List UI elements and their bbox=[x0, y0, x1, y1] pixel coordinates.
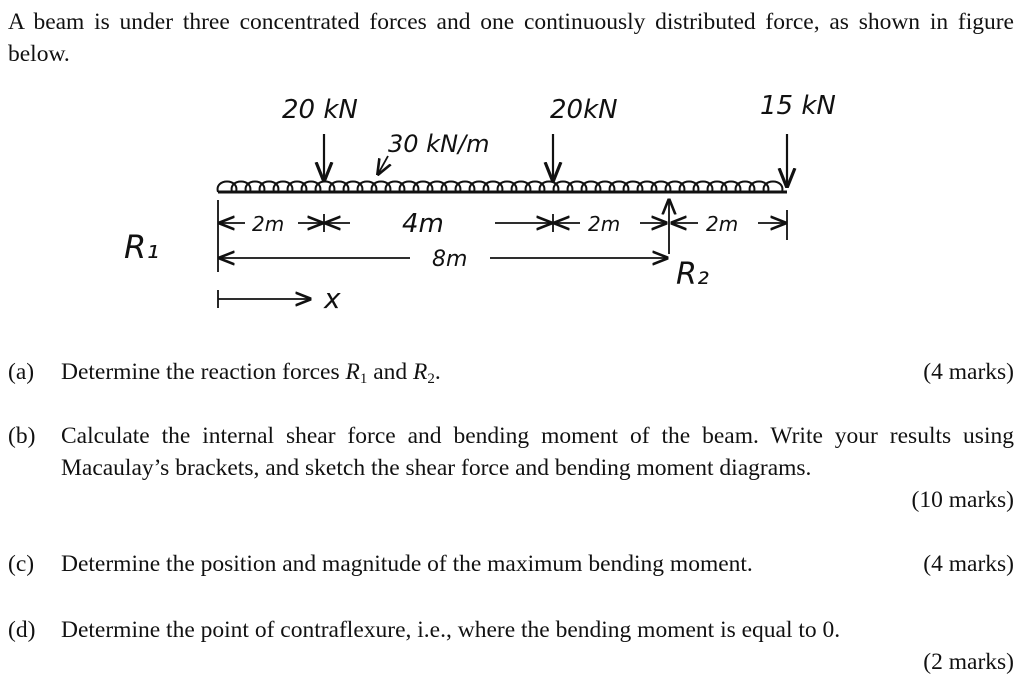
question-d-label: (d) bbox=[8, 617, 36, 643]
load1-label: 20 kN bbox=[282, 95, 358, 125]
question-a bbox=[8, 356, 1014, 395]
distributed-load-loops bbox=[218, 182, 783, 193]
dim2-label: 4m bbox=[402, 209, 444, 239]
dim4-label: 2m bbox=[706, 212, 739, 236]
beam-diagram bbox=[110, 82, 890, 322]
question-d bbox=[8, 614, 1014, 678]
udl-pointer bbox=[378, 156, 388, 174]
span-label: 8m bbox=[432, 247, 468, 272]
dim3-label: 2m bbox=[588, 212, 621, 236]
axis-label: x bbox=[324, 282, 341, 315]
load2-label: 20kN bbox=[550, 95, 618, 125]
question-c-marks: (4 marks) bbox=[923, 551, 1014, 577]
udl-label: 30 kN/m bbox=[388, 130, 490, 158]
question-b-label: (b) bbox=[8, 423, 36, 449]
load3-label: 15 kN bbox=[760, 91, 836, 121]
question-b-text: Calculate the internal shear force and bending moment of the beam. Write your results using Macaulay’s brackets, and sketch the shear force and bending moment diagrams. bbox=[61, 423, 1014, 481]
question-a-marks: (4 marks) bbox=[923, 359, 1014, 385]
beam-figure bbox=[110, 82, 890, 322]
question-b-marks: (10 marks) bbox=[911, 487, 1014, 513]
question-a-label: (a) bbox=[8, 359, 35, 385]
question-b bbox=[8, 420, 1014, 516]
problem-statement: A beam is under three concentrated forces and one continuously distributed force, as shown in figure below. bbox=[8, 9, 1014, 67]
r1-symbol: R bbox=[345, 359, 360, 385]
reaction2-label: R₂ bbox=[676, 257, 709, 292]
question-c-label: (c) bbox=[8, 551, 35, 577]
question-a-text: Determine the reaction forces $R_1$ and $R_2$. bbox=[61, 359, 441, 387]
r2-symbol: R bbox=[413, 359, 428, 385]
reaction1-label: R₁ bbox=[124, 228, 160, 266]
question-c-text: Determine the position and magnitude of the maximum bending moment. bbox=[61, 551, 753, 577]
question-d-marks: (2 marks) bbox=[923, 649, 1014, 675]
question-d-text: Determine the point of contraflexure, i.e., where the bending moment is equal to 0. bbox=[61, 617, 841, 643]
question-c bbox=[8, 548, 1014, 580]
dim1-label: 2m bbox=[252, 212, 285, 236]
